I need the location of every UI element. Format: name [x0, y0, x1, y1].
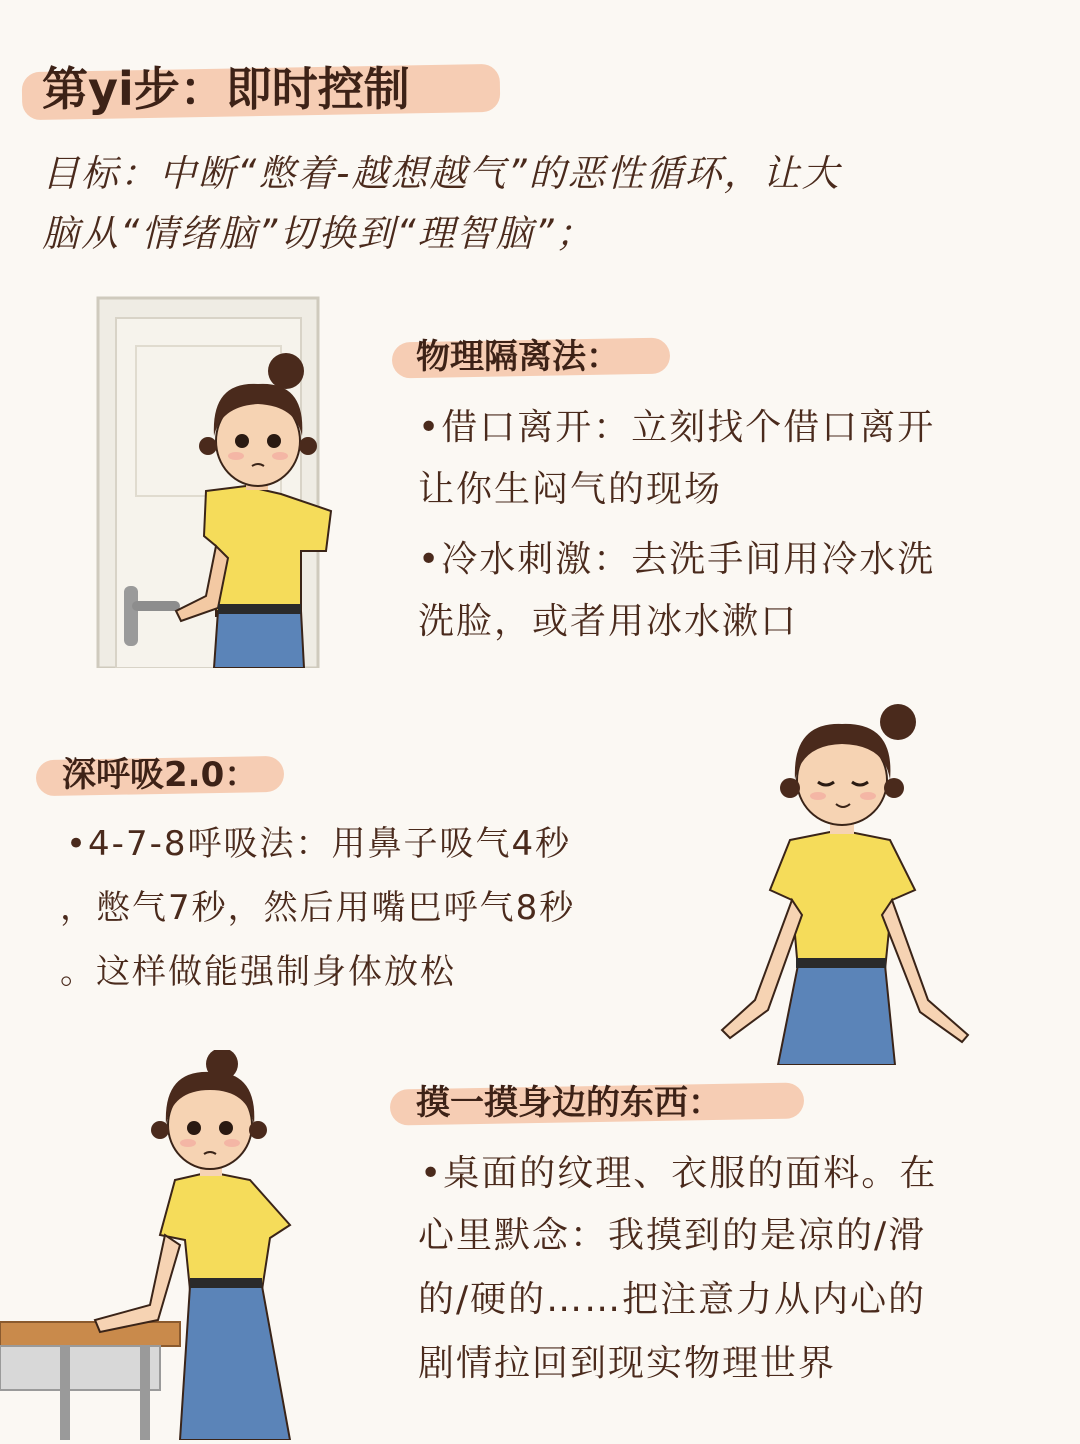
section-2-line-2: ，憋气7秒，然后用嘴巴呼气8秒 [60, 888, 576, 928]
section-2-line-3: 。这样做能强制身体放松 [60, 952, 456, 992]
section-heading-physical-isolation: 物理隔离法： [416, 337, 620, 377]
section-1-line-2: 让你生闷气的现场 [418, 469, 723, 510]
section-3-line-4: 剧情拉回到现实物理世界 [418, 1343, 837, 1384]
section-3-line-1: •桌面的纹理、衣服的面料。在 [420, 1153, 938, 1194]
section-2-line-1: •4-7-8呼吸法：用鼻子吸气4秒 [66, 824, 572, 864]
girl-leaving-door-illustration [96, 296, 336, 668]
section-3-line-3: 的/硬的……把注意力从内心的 [418, 1279, 927, 1320]
section-1-line-3: •冷水刺激：去洗手间用冷水洗 [418, 539, 936, 580]
section-heading-deep-breathing: 深呼吸2.0： [62, 755, 259, 795]
girl-breathing-illustration [700, 700, 990, 1065]
section-heading-touch-objects: 摸一摸身边的东西： [416, 1083, 722, 1123]
section-1-line-4: 洗脸，或者用冰水漱口 [418, 601, 799, 642]
section-1-line-1: •借口离开：立刻找个借口离开 [418, 407, 936, 448]
page-title: 第yi步：即时控制 [42, 62, 410, 116]
goal-line-1: 目标：中断“憋着-越想越气”的恶性循环，让大 [42, 152, 841, 195]
section-3-line-2: 心里默念：我摸到的是凉的/滑 [418, 1215, 927, 1256]
girl-touching-desk-illustration [0, 1050, 320, 1440]
goal-line-2: 脑从“情绪脑”切换到“理智脑”； [42, 212, 595, 255]
